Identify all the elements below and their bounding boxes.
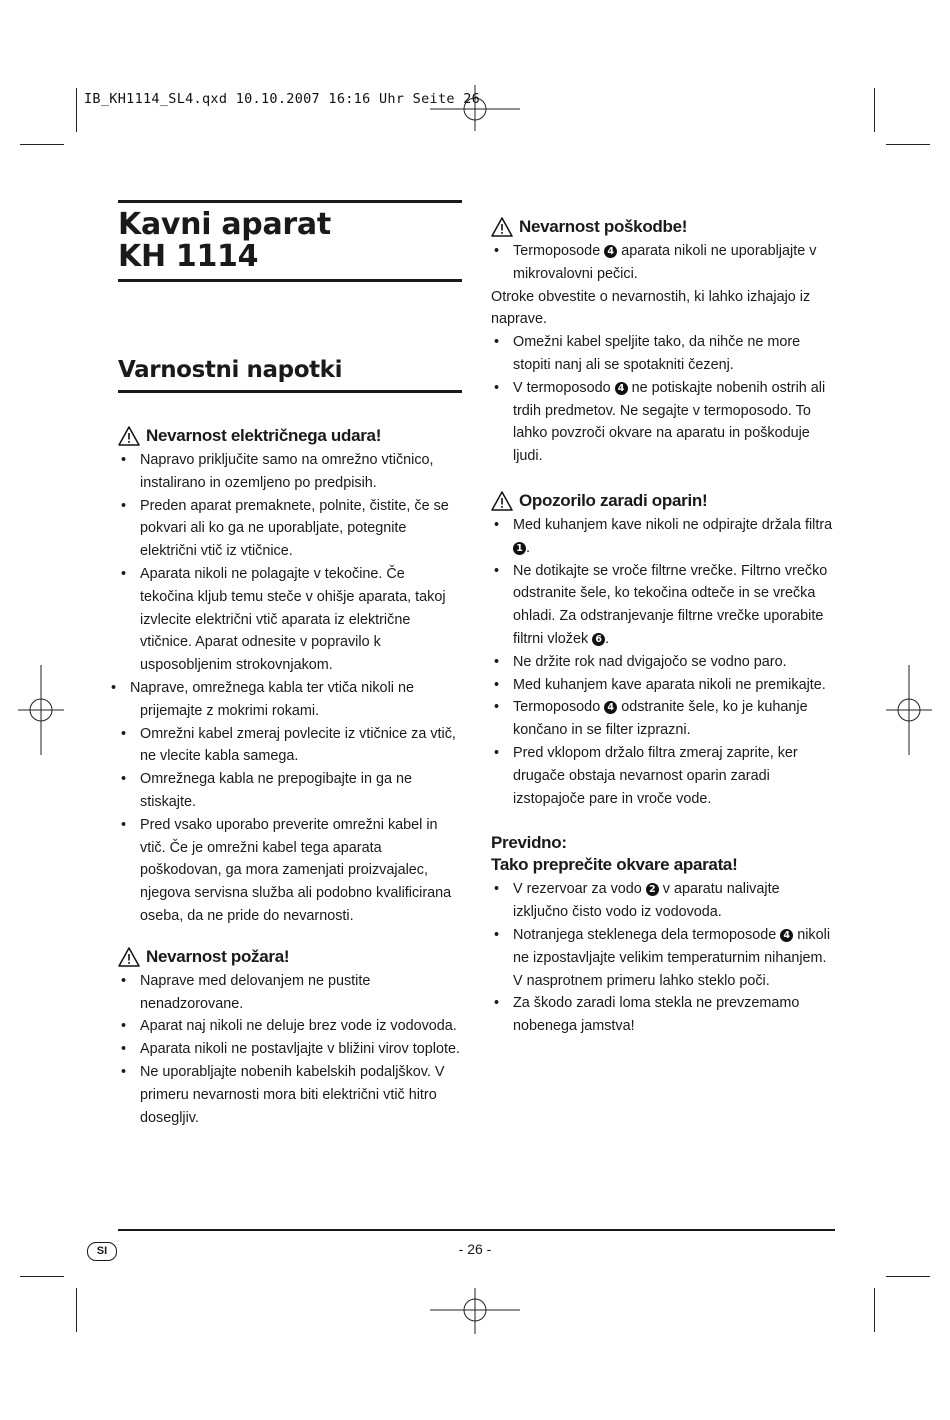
caution-heading: Previdno: Tako preprečite okvare aparata! xyxy=(491,833,738,875)
list-item: • Ne dotikajte se vroče filtrne vrečke. Filtrno vrečko odstranite šele, ko tekočina odteče in se vrečka ohladi. Za odstranjevanje filtrne vrečke uporabite filtrni vložek 6 . xyxy=(491,560,836,651)
fire-list xyxy=(118,970,462,1130)
safety-heading: Varnostni napotki xyxy=(118,357,343,383)
page-number: - 26 - xyxy=(458,1241,492,1257)
scald-heading: Opozorilo zaradi oparin! xyxy=(491,490,836,512)
list-item: • V termoposodo 4 ne potiskajte nobenih ostrih ali trdih predmetov. Ne segajte v termoposodo. To lahko povzroči okvare na aparatu in poškoduje ljudi. xyxy=(491,377,836,468)
list-item: • Naprave, omrežnega kabla ter vtiča nikoli ne prijemajte z mokrimi rokami. xyxy=(118,677,462,723)
list-item: • Za škodo zaradi loma stekla ne prevzemamo nobenega jamstva! xyxy=(491,992,836,1038)
list-item: • Naprave med delovanjem ne pustite nenadzorovane. xyxy=(118,970,462,1016)
list-item: • Med kuhanjem kave aparata nikoli ne premikajte. xyxy=(491,674,836,697)
list-item: • Omrežnega kabla ne prepogibajte in ga ne stiskajte. xyxy=(118,768,462,814)
language-badge: SI xyxy=(87,1242,117,1261)
registration-mark-bottom-icon xyxy=(430,1288,520,1334)
right-column xyxy=(491,200,836,1038)
part-number-badge: 6 xyxy=(592,633,605,646)
list-item: • Aparata nikoli ne polagajte v tekočine. Če tekočina kljub temu steče v ohišje aparata, takoj izvlecite električni vtič aparata iz električne vtičnice. Aparat odnesite v popravilo k usposobljenim strokovnjakom. xyxy=(118,563,462,677)
registration-mark-left-icon xyxy=(18,665,64,755)
footer-rule xyxy=(118,1229,835,1231)
list-item: • Termoposodo 4 odstranite šele, ko je kuhanje končano in se filter izprazni. xyxy=(491,696,836,742)
damage-list-2 xyxy=(491,331,836,468)
scald-list xyxy=(491,514,836,810)
list-item: • Ne uporabljajte nobenih kabelskih podaljškov. V primeru nevarnosti mora biti električni vtič hitro dosegljiv. xyxy=(118,1061,462,1129)
part-number-badge: 4 xyxy=(604,701,617,714)
registration-mark-top-icon xyxy=(430,85,520,131)
list-item: • Pred vklopom držalo filtra zmeraj zaprite, ker drugače obstaja nevarnost oparin zaradi izstopajoče pare in vroče vode. xyxy=(491,742,836,810)
warning-triangle-icon xyxy=(118,426,140,446)
part-number-badge: 1 xyxy=(513,542,526,555)
file-slug: IB_KH1114_SL4.qxd 10.10.2007 16:16 Uhr Seite 26 xyxy=(84,91,481,107)
electric-shock-heading: Nevarnost električnega udara! xyxy=(118,425,462,447)
warning-triangle-icon xyxy=(491,217,513,237)
title-rule-top xyxy=(118,200,462,203)
list-item: • Omrežni kabel zmeraj povlecite iz vtičnice za vtič, ne vlecite kabla samega. xyxy=(118,723,462,769)
list-item: • Med kuhanjem kave nikoli ne odpirajte držala filtra 1 . xyxy=(491,514,836,560)
registration-mark-right-icon xyxy=(886,665,932,755)
left-column xyxy=(118,200,462,1129)
list-item: • Termoposode 4 aparata nikoli ne uporabljajte v mikrovalovni pečici. xyxy=(491,240,836,286)
list-item: • Pred vsako uporabo preverite omrežni kabel in vtič. Če je omrežni kabel tega aparata poškodovan, ga mora zamenjati proizvajalec, njegova servisna služba ali podobno kvalificirana oseba, da ne pride do nevarnosti. xyxy=(118,814,462,928)
list-item: • Napravo priključite samo na omrežno vtičnico, instalirano in ozemljeno po predpisih. xyxy=(118,449,462,495)
caution-list xyxy=(491,878,836,1038)
part-number-badge: 2 xyxy=(646,883,659,896)
list-item: • Ne držite rok nad dvigajočo se vodno paro. xyxy=(491,651,836,674)
list-item: • Preden aparat premaknete, polnite, čistite, če se pokvari ali ko ga ne uporabljate, potegnite električni vtič iz vtičnice. xyxy=(118,495,462,563)
electric-shock-list xyxy=(118,449,462,928)
damage-list-1 xyxy=(491,240,836,286)
part-number-badge: 4 xyxy=(780,929,793,942)
page-title: Kavni aparat KH 1114 xyxy=(118,207,331,274)
warning-triangle-icon xyxy=(491,491,513,511)
fire-heading: Nevarnost požara! xyxy=(118,946,462,968)
list-item: • Aparat naj nikoli ne deluje brez vode iz vodovoda. xyxy=(118,1015,462,1038)
warning-triangle-icon xyxy=(118,947,140,967)
damage-heading: Nevarnost poškodbe! xyxy=(491,216,836,238)
part-number-badge: 4 xyxy=(604,245,617,258)
list-item: • Aparata nikoli ne postavljajte v bližini virov toplote. xyxy=(118,1038,462,1061)
children-warning-text: Otroke obvestite o nevarnostih, ki lahko izhajajo iz naprave. xyxy=(491,288,811,328)
list-item: • Omežni kabel speljite tako, da nihče ne more stopiti nanj ali se spotakniti čezenj. xyxy=(491,331,836,377)
list-item: • V rezervoar za vodo 2 v aparatu nalivajte izključno čisto vodo iz vodovoda. xyxy=(491,878,836,924)
list-item: • Notranjega steklenega dela termoposode 4 nikoli ne izpostavljajte velikim temperaturnim nihanjem. V nasprotnem primeru lahko steklo poči. xyxy=(491,924,836,992)
part-number-badge: 4 xyxy=(615,382,628,395)
